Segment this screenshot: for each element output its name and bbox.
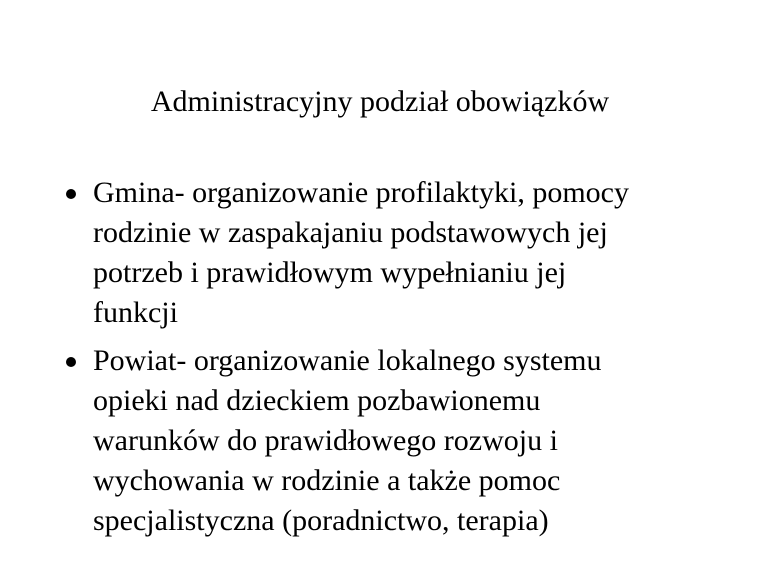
bullet-line: opieki nad dzieckiem pozbawionemu bbox=[93, 384, 541, 417]
bullet-dot-icon bbox=[66, 189, 76, 199]
bullet-dot-icon bbox=[66, 357, 76, 367]
bullet-line: specjalistyczna (poradnictwo, terapia) bbox=[93, 504, 549, 537]
bullet-line: warunków do prawidłowego rozwoju i bbox=[93, 424, 558, 457]
slide-title: Administracyjny podział obowiązków bbox=[150, 85, 610, 118]
bullet-line: wychowania w rodzinie a także pomoc bbox=[93, 464, 561, 497]
bullet-item-powiat bbox=[60, 341, 710, 541]
bullet-line: potrzeb i prawidłowym wypełnianiu jej bbox=[93, 256, 567, 289]
bullet-item-gmina bbox=[60, 173, 710, 333]
bullet-line: funkcji bbox=[93, 296, 178, 329]
bullet-list bbox=[60, 173, 710, 549]
bullet-line: Powiat- organizowanie lokalnego systemu bbox=[93, 344, 602, 377]
bullet-line: rodzinie w zaspakajaniu podstawowych jej bbox=[93, 216, 608, 249]
bullet-line: Gmina- organizowanie profilaktyki, pomocy bbox=[93, 176, 629, 209]
